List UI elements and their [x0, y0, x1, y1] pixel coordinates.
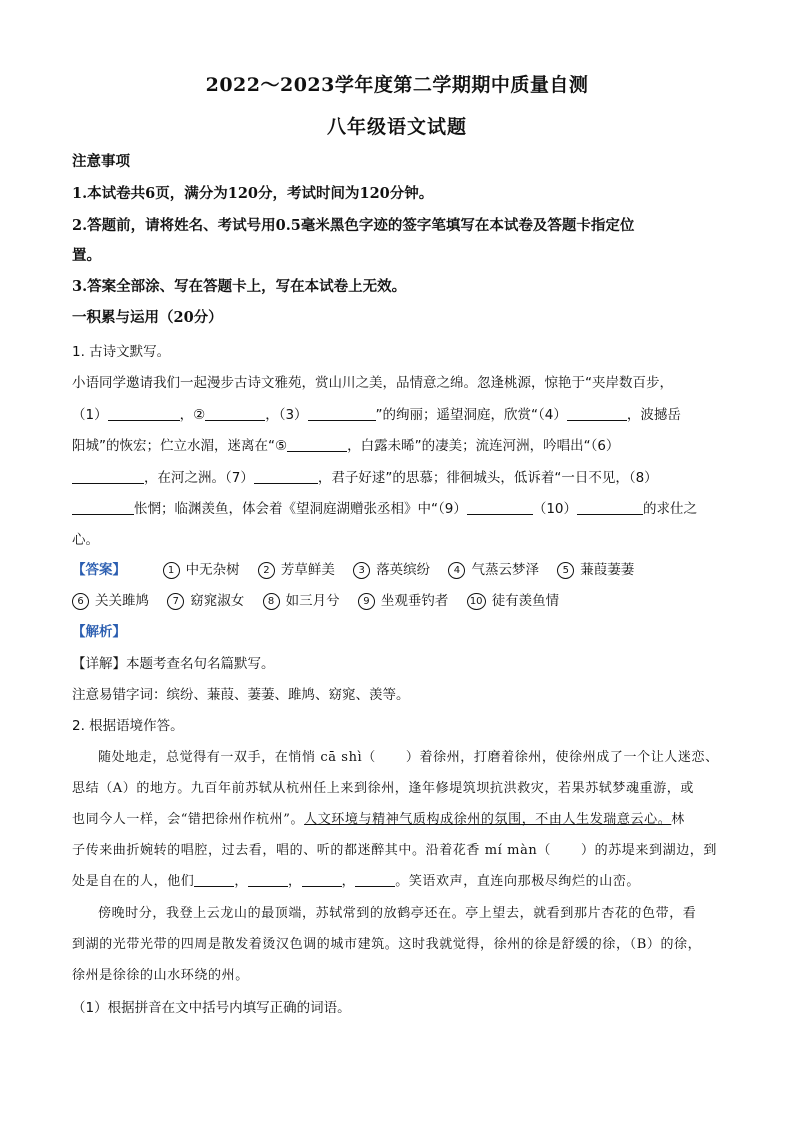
- answer-row-1: [72, 558, 648, 579]
- notice-item-1: 1.本试卷共6页，满分为120分，考试时间为120分钟。: [72, 185, 434, 202]
- passage-line-5: 处是自在的人，他们 ， ， ， 。笑语欢声，直连向那极尽绚烂的山峦。: [72, 874, 641, 889]
- passage-line-7: 到湖的光带光带的四周是散发着烫汉色调的城市建筑。这时我就觉得，徐州的徐是舒缓的徐，（B）的徐，: [72, 937, 702, 952]
- underlined-sentence: 人文环境与精神气质构成徐州的氛围，不由人生发瑞意云心。: [304, 812, 672, 827]
- passage-line-1: 随处地走，总觉得有一双手，在悄悄 cā shì（ ）着徐州，打磨着徐州，使徐州成了一个让人迷恋、: [98, 750, 719, 765]
- notice-heading: 注意事项: [72, 153, 130, 170]
- passage-line-3: 也同今人一样，会“错把徐州作杭州”。人文环境与精神气质构成徐州的氛围，不由人生发瑞意云心。林: [72, 812, 685, 827]
- answer-item: 7 窈窕淑女: [167, 589, 244, 610]
- answer-item: 2 芳草鲜美: [258, 558, 335, 579]
- answer-row-2: [72, 589, 573, 610]
- q1-line-3: 阳城”的恢宏；伫立水湄，迷离在“⑤ ，白露未晞”的凄美；流连河洲，吟唱出“（6）: [72, 438, 620, 454]
- q1-line-6: 心。: [72, 532, 99, 548]
- exam-title: 2022～2023学年度第二学期期中质量自测: [205, 74, 589, 96]
- passage-line-2: 思结（A）的地方。九百年前苏轼从杭州任上来到徐州，逢年修堤筑坝抗洪救灾，若果苏轼梦魂重游，或: [72, 781, 694, 796]
- notice-item-3: 3.答案全部涂、写在答题卡上，写在本试卷上无效。: [72, 278, 407, 295]
- notice-item-2: 2.答题前，请将姓名、考试号用0.5毫米黑色字迹的签字笔填写在本试卷及答题卡指定位: [72, 217, 635, 234]
- answer-item: 3 落英缤纷: [353, 558, 430, 579]
- q1-line-5: 怅惘；临渊羡鱼，体会着《望洞庭湖赠张丞相》中“（9） （10） 的求仕之: [72, 497, 697, 517]
- analysis-tag: 【解析】: [72, 624, 126, 640]
- passage-line-4: 子传来曲折婉转的唱腔，过去看，唱的、听的都迷醉其中。沿着花香 mí màn（ ）的苏堤来到湖边，到: [72, 843, 718, 858]
- q1-line-4: ，在河之洲。（7） ，君子好逑”的思慕；徘徊城头，低诉着“一日不见，（8）: [72, 466, 658, 486]
- answer-item: 5 蒹葭萋萋: [557, 558, 634, 579]
- question-1-title: 1. 古诗文默写。: [72, 344, 171, 360]
- answer-item: 10 徒有羡鱼情: [467, 589, 560, 610]
- notice-item-2-cont: 置。: [72, 247, 101, 264]
- q1-line-2: （1） ，② ，（3） ”的绚丽；遥望洞庭，欣赏“（4） ，波撼岳: [72, 407, 681, 423]
- answer-item: 4 气蒸云梦泽: [448, 558, 539, 579]
- note-text: 注意易错字词：缤纷、蒹葭、萋萋、雎鸠、窈窕、羡等。: [72, 687, 410, 703]
- answer-item: 6 关关雎鸠: [72, 589, 149, 610]
- answer-tag: 【答案】: [72, 562, 126, 578]
- question-2-title: 2. 根据语境作答。: [72, 718, 184, 734]
- exam-subtitle: 八年级语文试题: [326, 116, 467, 138]
- answer-item: 9 坐观垂钓者: [358, 589, 449, 610]
- answer-item: 1 中无杂树: [163, 558, 240, 579]
- answer-item: 8 如三月兮: [263, 589, 340, 610]
- section-heading: 一积累与运用（20分）: [72, 309, 223, 326]
- q1-line-1: 小语同学邀请我们一起漫步古诗文雅苑，赏山川之美，品情意之绵。忽逢桃源，惊艳于“夹岸数百步，: [72, 375, 673, 391]
- sub-question-1: （1）根据拼音在文中括号内填写正确的词语。: [72, 1000, 351, 1016]
- detail-text: 【详解】本题考查名句名篇默写。: [72, 656, 275, 672]
- passage-line-8: 徐州是徐徐的山水环绕的州。: [72, 968, 249, 983]
- passage-line-6: 傍晚时分，我登上云龙山的最顶端，苏轼常到的放鹤亭还在。亭上望去，就看到那片杏花的色带，看: [98, 906, 697, 921]
